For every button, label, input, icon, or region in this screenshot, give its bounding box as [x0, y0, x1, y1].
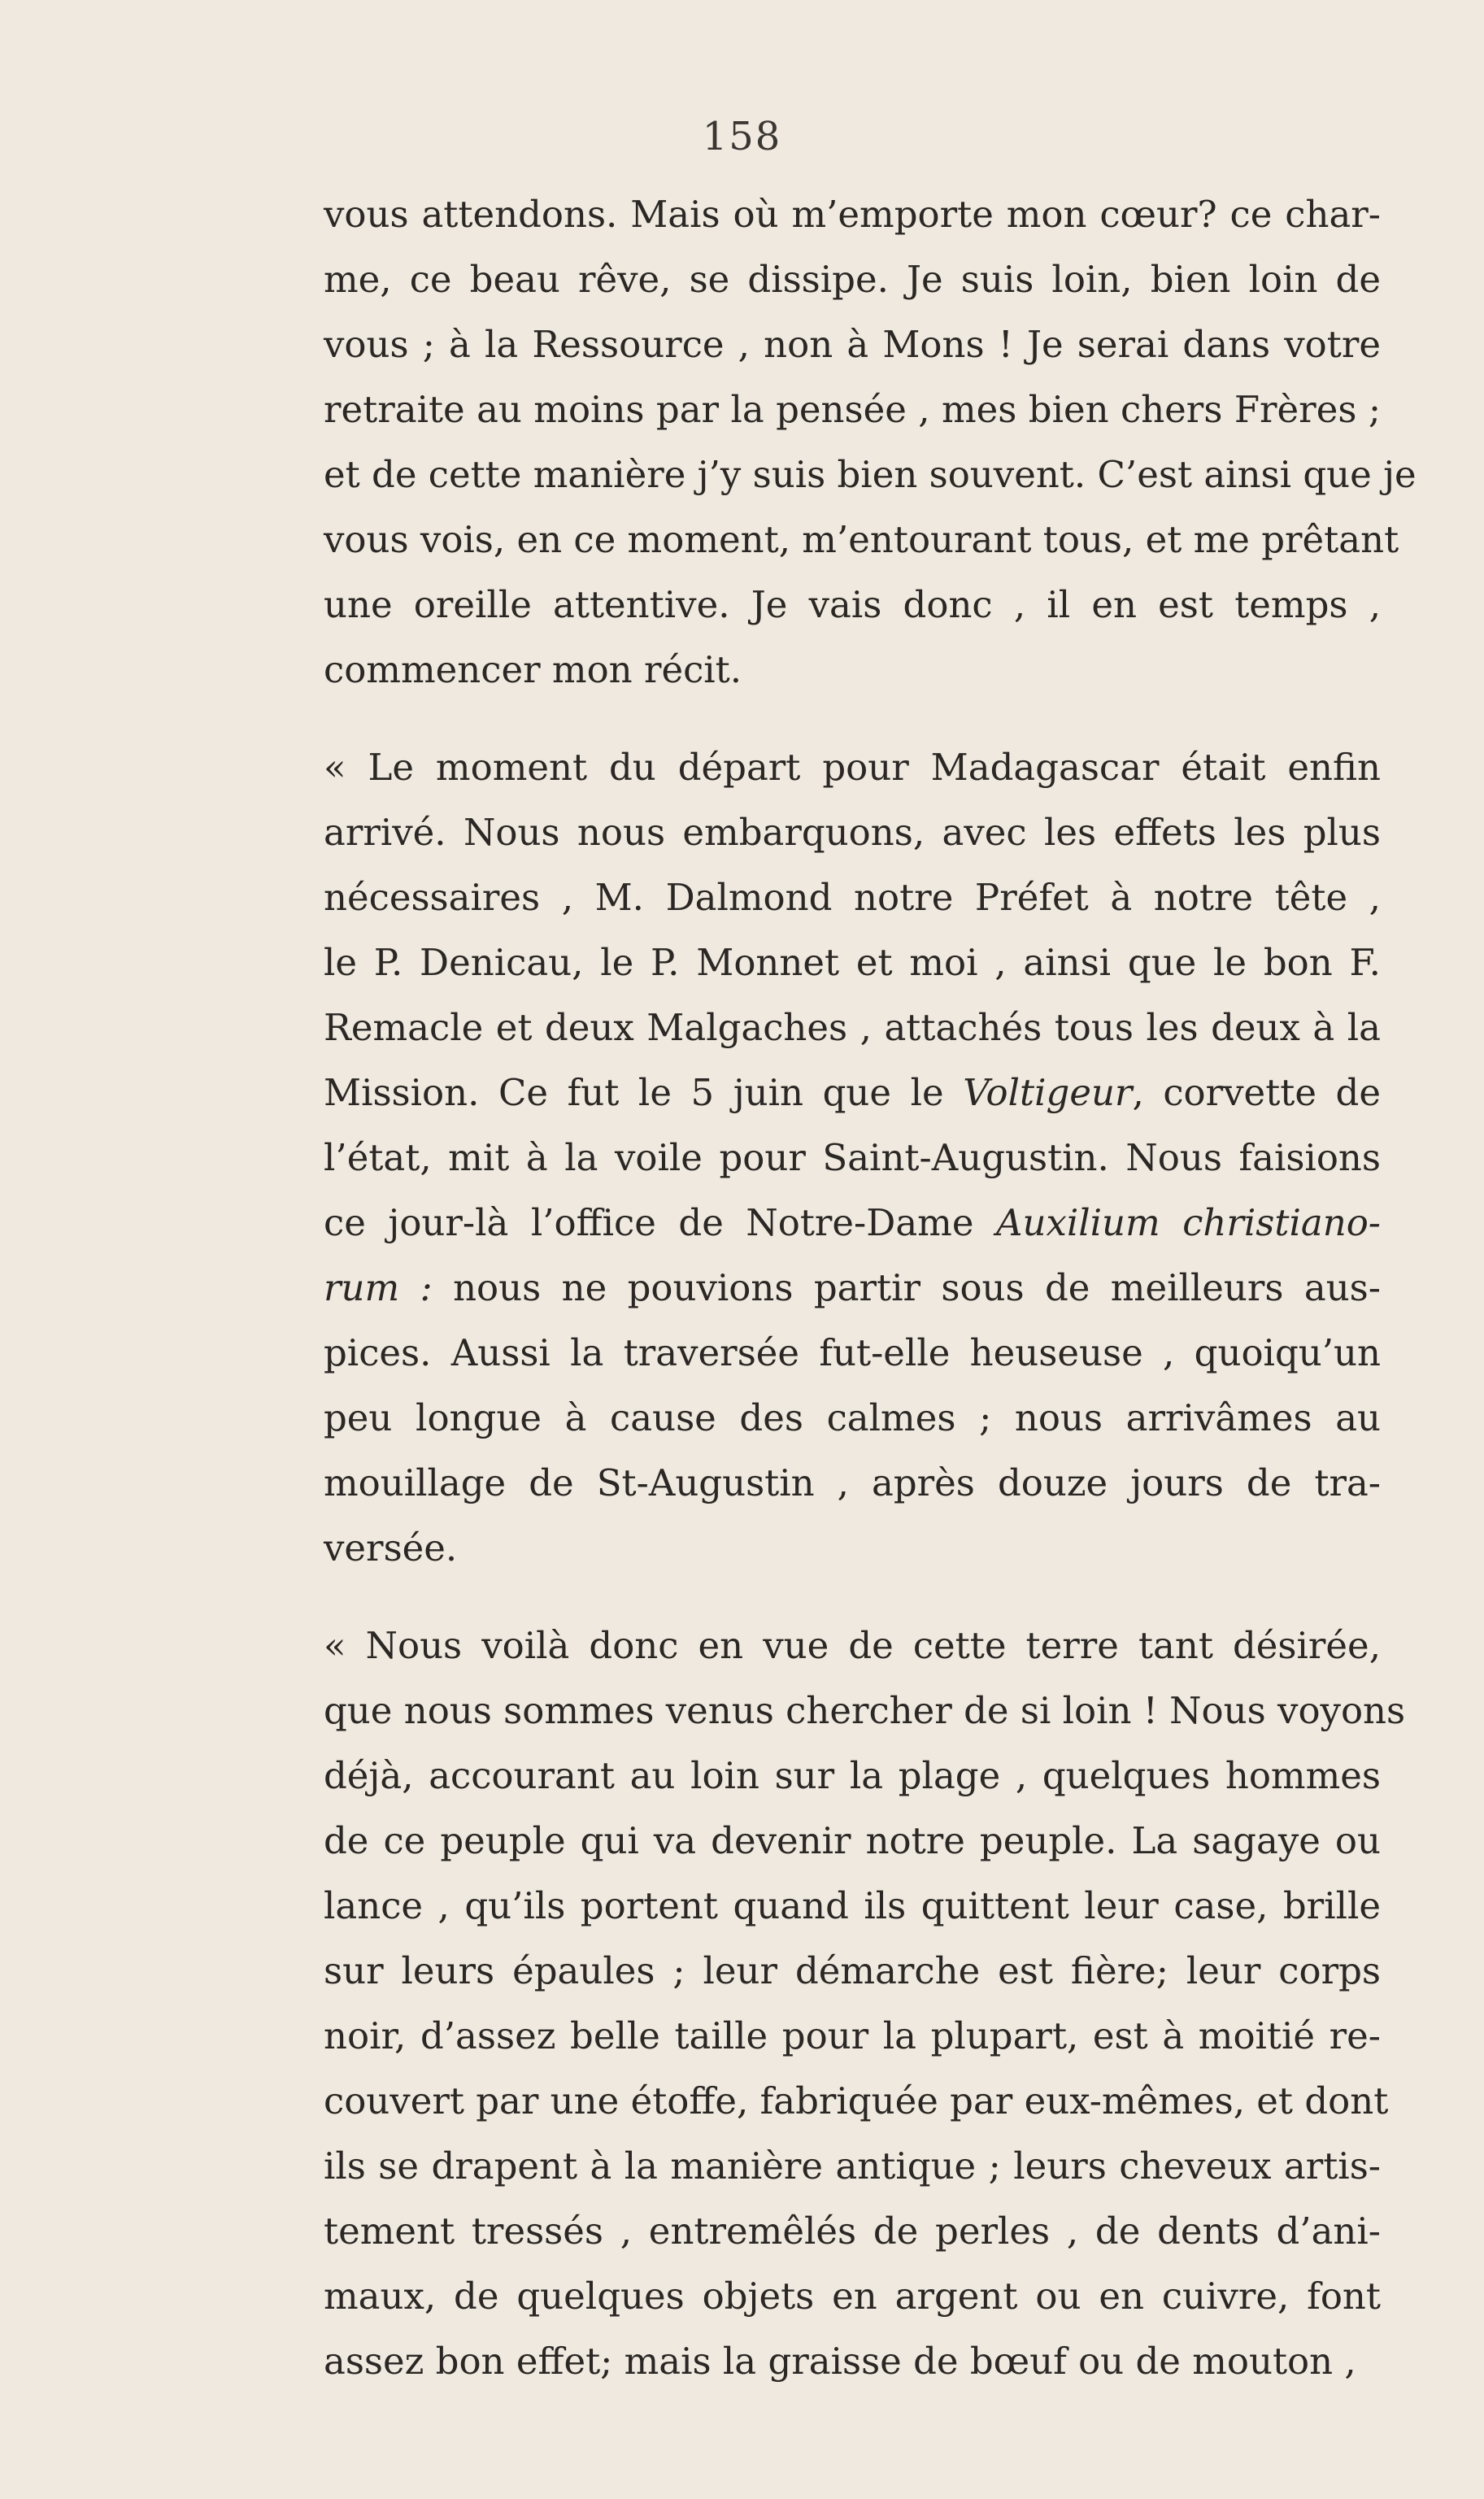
line-text: mouillage de St-Augustin , après douze jours de tra-: [324, 1461, 1381, 1504]
paragraph: [324, 1613, 1406, 2394]
text-line: [324, 377, 1381, 442]
text-line: [324, 312, 1381, 377]
line-text: maux, de quelques objets en argent ou en cuivre, font: [324, 2275, 1381, 2318]
text-line: [324, 995, 1381, 1060]
paragraph-gap: [324, 703, 1381, 735]
text-line: [324, 1386, 1381, 1451]
italic-text: Auxilium christiano-: [996, 1201, 1381, 1244]
line-text: Remacle et deux Malgaches , attachés tous les deux à la: [324, 1006, 1381, 1049]
line-text: vous ; à la Ressource , non à Mons ! Je serai dans votre: [324, 323, 1381, 366]
text-line: [324, 930, 1381, 995]
text-line: [324, 1744, 1381, 1809]
text-line: [324, 2134, 1381, 2199]
line-text: et de cette manière j’y suis bien souvent. C’est ainsi que je: [324, 453, 1417, 496]
paragraph: [324, 182, 1417, 703]
italic-text: Voltigeur: [963, 1071, 1133, 1114]
line-text: l’état, mit à la voile pour Saint-Augustin. Nous faisions: [324, 1136, 1381, 1179]
line-text: retraite au moins par la pensée , mes bien chers Frères ;: [324, 388, 1381, 431]
text-line: [324, 1060, 1381, 1125]
line-text: lance , qu’ils portent quand ils quittent leur case, brille: [324, 1884, 1381, 1927]
line-text: arrivé. Nous nous embarquons, avec les effets les plus: [324, 811, 1381, 854]
text-line: [324, 2329, 1381, 2394]
line-text: « Le moment du départ pour Madagascar était enfin: [324, 746, 1381, 789]
text-line: [324, 1939, 1381, 2004]
line-text: Mission. Ce fut le 5 juin que le: [324, 1071, 964, 1114]
line-text: déjà, accourant au loin sur la plage , quelques hommes: [324, 1754, 1381, 1797]
text-line: [324, 1191, 1381, 1256]
line-text: « Nous voilà donc en vue de cette terre tant désirée,: [324, 1624, 1381, 1667]
text-line: [324, 1809, 1381, 1874]
page-number: 158: [702, 114, 782, 159]
paragraph-gap: [324, 1581, 1381, 1613]
text-line: [324, 1256, 1381, 1321]
line-text: nécessaires , M. Dalmond notre Préfet à notre tête ,: [324, 876, 1381, 919]
text-line: [324, 1613, 1381, 1678]
paragraph: [324, 735, 1381, 1581]
text-line: [324, 1678, 1406, 1744]
line-text: de ce peuple qui va devenir notre peuple. La sagaye ou: [324, 1819, 1381, 1862]
line-text: me, ce beau rêve, se dissipe. Je suis loin, bien loin de: [324, 258, 1381, 301]
line-text: vous attendons. Mais où m’emporte mon cœur? ce char-: [324, 193, 1381, 236]
line-text: peu longue à cause des calmes ; nous arrivâmes au: [324, 1396, 1381, 1439]
text-line: [324, 800, 1381, 865]
line-text: ce jour-là l’office de Notre-Dame: [324, 1201, 996, 1244]
line-text: , corvette de: [1132, 1071, 1381, 1114]
text-line: [324, 1125, 1381, 1191]
line-text: noir, d’assez belle taille pour la plupart, est à moitié re-: [324, 2014, 1381, 2057]
italic-text: rum :: [324, 1266, 433, 1309]
text-line: [324, 1516, 1381, 1581]
text-line: [324, 573, 1381, 638]
text-line: [324, 2004, 1381, 2069]
line-text: tement tressés , entremêlés de perles , de dents d’ani-: [324, 2209, 1381, 2253]
line-text: vous vois, en ce moment, m’entourant tous, et me prêtant: [324, 518, 1399, 561]
text-line: [324, 638, 1381, 703]
text-line: [324, 507, 1399, 573]
line-text: une oreille attentive. Je vais donc , il en est temps ,: [324, 583, 1381, 626]
line-text: nous ne pouvions partir sous de meilleurs aus-: [432, 1266, 1381, 1309]
text-line: [324, 247, 1381, 312]
text-line: [324, 2264, 1381, 2329]
text-line: [324, 1321, 1381, 1386]
text-line: [324, 2069, 1389, 2134]
line-text: sur leurs épaules ; leur démarche est fière; leur corps: [324, 1949, 1381, 1992]
line-text: ils se drapent à la manière antique ; leurs cheveux artis-: [324, 2144, 1381, 2188]
text-line: [324, 865, 1381, 930]
text-line: [324, 182, 1381, 247]
text-line: [324, 1874, 1381, 1939]
text-line: [324, 735, 1381, 800]
text-line: [324, 442, 1417, 507]
line-text: que nous sommes venus chercher de si loin ! Nous voyons: [324, 1689, 1406, 1732]
line-text: commencer mon récit.: [324, 648, 742, 691]
line-text: le P. Denicau, le P. Monnet et moi , ainsi que le bon F.: [324, 941, 1381, 984]
text-line: [324, 2199, 1381, 2264]
body-text: [324, 182, 1417, 2394]
text-line: [324, 1451, 1381, 1516]
line-text: pices. Aussi la traversée fut-elle heuseuse , quoiqu’un: [324, 1331, 1381, 1374]
line-text: couvert par une étoffe, fabriquée par eux-mêmes, et dont: [324, 2079, 1389, 2122]
line-text: assez bon effet; mais la graisse de bœuf ou de mouton ,: [324, 2340, 1356, 2383]
line-text: versée.: [324, 1526, 458, 1569]
